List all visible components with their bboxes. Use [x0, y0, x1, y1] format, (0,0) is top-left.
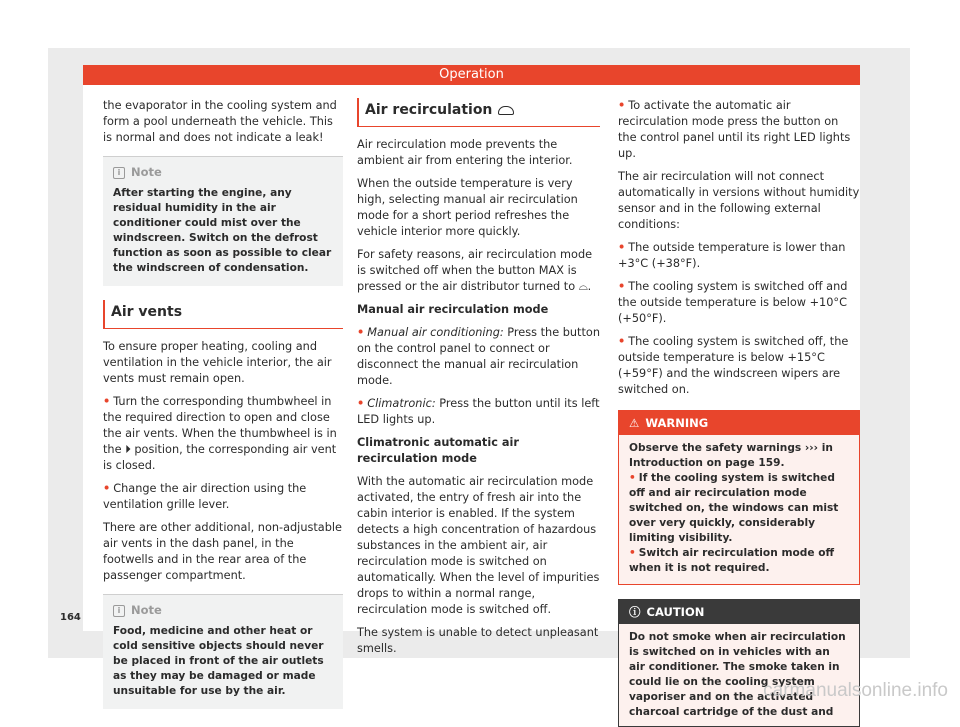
list-item: • The cooling system is switched off, the outside temperature is below +15°C (+59°F) and the windscreen wipers are switched on.	[618, 335, 849, 396]
bullet-icon: •	[629, 472, 636, 484]
subheading: Climatronic automatic air recirculation mode	[357, 436, 519, 465]
section-title-air-recirculation: Air recirculation	[357, 98, 600, 127]
paragraph: With the automatic air recirculation mode activated, the entry of fresh air into the cabin interior is enabled. If the system detects a high concentration of hazardous substances in the ambient air, air recirculation mode is switched on automatically. When the level of impurities drops to within a normal range, recirculation mode is switched off.	[357, 475, 600, 616]
warning-intro: Observe the safety warnings ››› in Introduction on page 159.	[629, 442, 833, 469]
bullet-icon: •	[618, 99, 626, 112]
intro-paragraph: the evaporator in the cooling system and form a pool underneath the vehicle. This is normal and does not indicate a leak!	[103, 99, 337, 144]
paragraph: The air recirculation will not connect automatically in versions without humidity sensor and in the following external conditions:	[618, 170, 860, 231]
paragraph: The system is unable to detect unpleasant smells.	[357, 626, 599, 655]
caution-text: Do not smoke when air recirculation is switched on in vehicles with an air conditioner. The smoke taken in could lie on the cooling system vaporiser and on the activated charcoal cartridge of the dust and	[629, 631, 846, 718]
info-icon: i	[113, 605, 125, 617]
note-box	[103, 156, 343, 286]
list-item: • Change the air direction using the ventilation grille lever.	[103, 482, 307, 511]
page-number: 164	[60, 612, 81, 623]
paragraph: When the outside temperature is very high, selecting manual air recirculation mode for a short period refreshes the vehicle interior more quickly.	[357, 177, 578, 238]
note-label: Note	[131, 603, 162, 617]
list-item: • Manual air conditioning: Press the button on the control panel to connect or disconnect the manual air recirculation mode.	[357, 326, 600, 387]
paragraph: For safety reasons, air recirculation mode is switched off when the button MAX is pressed or the air distributor turned to ⌓.	[357, 248, 593, 293]
column-right	[618, 98, 860, 727]
vents-paragraph: To ensure proper heating, cooling and ventilation in the vehicle interior, the air vents must remain open.	[103, 340, 332, 385]
bullet-icon: •	[618, 241, 626, 254]
bullet-icon: •	[357, 397, 365, 410]
list-item: • Climatronic: Press the button until its left LED lights up.	[357, 397, 600, 426]
note-label: Note	[131, 165, 162, 179]
caution-icon: ⓘ	[629, 605, 641, 619]
list-item: • The cooling system is switched off and the outside temperature is below +10°C (+50°F).	[618, 280, 848, 325]
list-item: • Turn the corresponding thumbwheel in the required direction to open and close the air vents. When the thumbwheel is in the ⏵ position, the corresponding air vent is closed.	[103, 395, 337, 472]
vents-paragraph-2: There are other additional, non-adjustable air vents in the dash panel, in the footwells and in the rear area of the passenger compartment.	[103, 521, 342, 582]
note-box-2	[103, 594, 343, 709]
bullet-icon: •	[629, 547, 636, 559]
bullet-icon: •	[618, 335, 626, 348]
bullet-icon: •	[103, 482, 111, 495]
list-item: • If the cooling system is switched off and air recirculation mode switched on, the windows can mist over very quickly, considerably limiting visibility.	[629, 472, 839, 544]
info-icon: i	[113, 167, 125, 179]
page-header: Operation	[83, 65, 860, 85]
warning-label: WARNING	[645, 416, 709, 430]
list-item: • The outside temperature is lower than +3°C (+38°F).	[618, 241, 846, 270]
bullet-icon: •	[357, 326, 365, 339]
watermark: carmanualsonline.info	[763, 680, 948, 701]
list-item: • To activate the automatic air recirculation mode press the button on the control panel until its right LED lights up.	[618, 99, 851, 160]
subheading: Manual air recirculation mode	[357, 303, 549, 316]
note-text: Food, medicine and other heat or cold sensitive objects should never be placed in front of the air outlets as they may be damaged or made unsuitable for use by the air.	[113, 625, 324, 697]
paragraph: Air recirculation mode prevents the ambient air from entering the interior.	[357, 138, 573, 167]
bullet-icon: •	[103, 395, 111, 408]
caution-label: CAUTION	[646, 605, 705, 619]
bullet-icon: •	[618, 280, 626, 293]
column-left	[103, 98, 343, 723]
section-title-air-vents: Air vents	[103, 300, 343, 329]
warning-icon: ⚠	[629, 416, 640, 430]
column-middle	[357, 98, 600, 664]
list-item: • Switch air recirculation mode off when it is not required.	[629, 547, 835, 574]
recirculation-icon	[498, 106, 514, 115]
note-text: After starting the engine, any residual humidity in the air conditioner could mist over the windscreen. Switch on the defrost function as soon as possible to clear the windscreen of condensation.	[113, 187, 332, 274]
warning-box	[618, 410, 860, 585]
